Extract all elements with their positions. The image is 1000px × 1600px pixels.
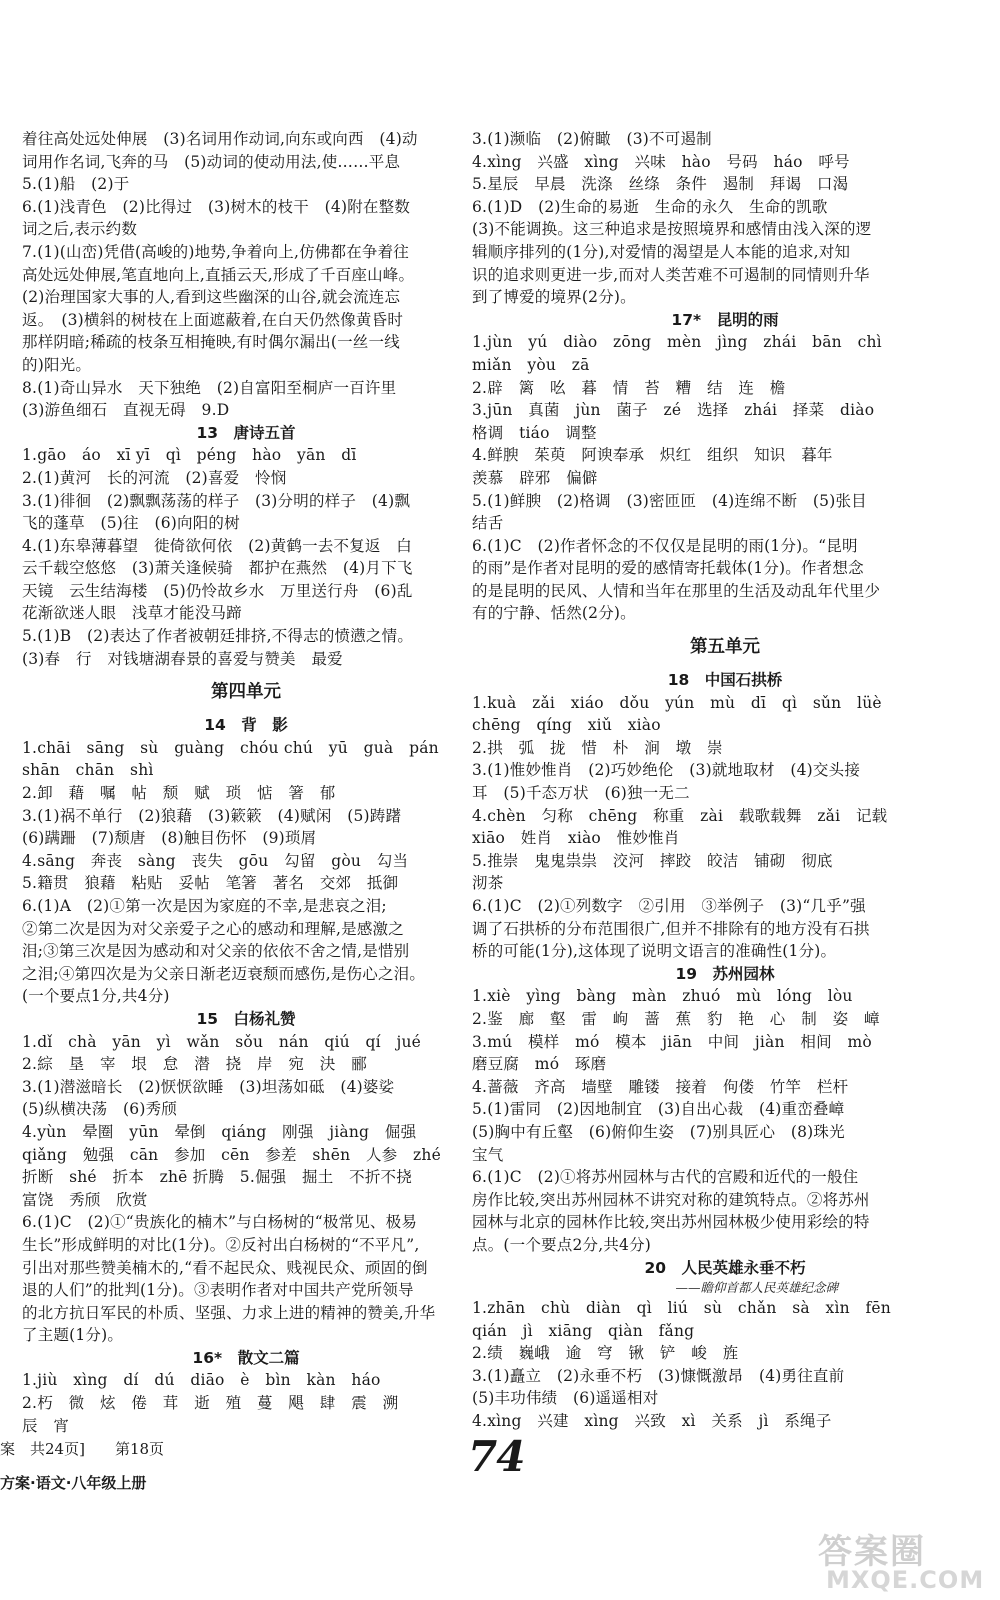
answer-line: 5.(1)鲜腴 (2)格调 (3)密匝匝 (4)连绵不断 (5)张目 (472, 491, 867, 510)
answer-line: 4.蔷薇 齐高 墙壁 雕镂 接着 佝偻 竹竿 栏杆 (472, 1077, 849, 1096)
answer-line: 5.(1)B (2)表达了作者被朝廷排挤,不得志的愤懑之情。 (22, 627, 414, 646)
answer-line: 之泪;④第四次是为父亲日渐老迈衰颓而感伤,是伤心之泪。 (22, 964, 426, 983)
answer-line: 5.推崇 鬼鬼祟祟 洨河 摔跤 皎洁 铺砌 彻底 (472, 851, 833, 870)
answer-line: 3.(1)祸不单行 (2)狼藉 (3)簌簌 (4)赋闲 (5)踌躇 (22, 806, 402, 825)
answer-line: chēng qíng xiǔ xiào (472, 716, 661, 735)
answer-line: 飞的蓬草 (5)往 (6)向阳的树 (22, 514, 240, 533)
answer-line: 4.sāng 奔丧 sàng 丧失 gōu 勾留 gòu 勾当 (22, 851, 409, 870)
answer-line: 到了博爱的境界(2分)。 (472, 288, 636, 307)
answer-line: 辑顺序排列的(1分),对爱情的渴望是人本能的追求,对知 (472, 242, 851, 261)
answer-line: (5)胸中有丘壑 (6)俯仰生姿 (7)别具匠心 (8)珠光 (472, 1122, 845, 1141)
answer-line: 2.(1)黄河 长的河流 (2)喜爱 怜悯 (22, 468, 287, 487)
answer-line: 的)阳光。 (22, 355, 92, 374)
answer-line: 高处远处伸展,笔直地向上,直插云天,形成了千百座山峰。 (22, 265, 415, 284)
answer-line: 富饶 秀颀 欣赏 (22, 1190, 148, 1209)
answer-line: 1.dǐ chà yān yì wǎn sǒu nán qiú qí jué (22, 1032, 422, 1051)
lesson-title: 15 白杨礼赞 (196, 1009, 296, 1028)
answer-line: (2)治理国家大事的人,看到这些幽深的山谷,就会流连忘 (22, 288, 401, 307)
answer-line: ②第二次是因为对父亲爱子之心的感动和理解,是感激之 (22, 919, 404, 938)
answer-line: 3.mú 模样 mó 模本 jiān 中间 jiàn 相间 mò (472, 1032, 872, 1051)
answer-line: (6)蹒跚 (7)颓唐 (8)触目伤怀 (9)琐屑 (22, 829, 317, 848)
lesson-title: 14 背 影 (204, 716, 288, 735)
answer-line: 3.jūn 真菌 jùn 菌子 zé 选择 zhái 择菜 diào (472, 401, 875, 420)
answer-line: 5.(1)船 (2)于 (22, 175, 130, 194)
answer-line: 3.(1)惟妙惟肖 (2)巧妙绝伦 (3)就地取材 (4)交头接 (472, 761, 861, 780)
answer-line: (3)春 行 对钱塘湖春景的喜爱与赞美 最爱 (22, 649, 343, 668)
answer-line: 6.(1)C (2)①将苏州园林与古代的宫殿和近代的一般住 (472, 1168, 859, 1187)
answer-line: qiǎng 勉强 cān 参加 cēn 参差 shēn 人参 zhé (22, 1145, 441, 1164)
footer-page-info: 案 共24页] 第18页 (0, 1440, 165, 1458)
answer-line: 8.(1)奇山异水 天下独绝 (2)自富阳至桐庐一百许里 (22, 378, 397, 397)
right-column (472, 128, 978, 1433)
answer-line: 引出对那些赞美楠木的,“看不起民众、贱视民众、顽固的倒 (22, 1258, 428, 1277)
answer-line: 2.拱 弧 拢 惜 朴 涧 墩 崇 (472, 738, 723, 757)
answer-line: 1.gāo áo xī yī qì péng hào yān dī (22, 446, 357, 465)
answer-line: 1.jùn yú diào zōng mèn jìng zhái bān chì (472, 333, 882, 352)
answer-line: 返。 (3)横斜的树枝在上面遮蔽着,在白天仍然像黄昏时 (22, 310, 404, 329)
answer-line: 羡慕 辟邪 偏僻 (472, 468, 598, 487)
answer-line: 5.星辰 早晨 洗涤 丝绦 条件 遏制 拜谒 口渴 (472, 175, 849, 194)
answer-line: 1.xiè yìng bàng màn zhuó mù lóng lòu (472, 987, 853, 1006)
answer-line: 那样阴暗;稀疏的枝条互相掩映,有时偶尔漏出(一丝一线 (22, 333, 400, 352)
answer-line: 3.(1)矗立 (2)永垂不朽 (3)慷慨激昂 (4)勇往直前 (472, 1366, 845, 1385)
answer-line: 1.jiù xìng dí dú diāo è bìn kàn háo (22, 1371, 381, 1390)
answer-line: 着往高处远处伸展 (3)名词用作动词,向东或向西 (4)动 (22, 130, 418, 148)
answer-line: 辰 宵 (22, 1416, 70, 1435)
answer-line: 4.yùn 晕圈 yūn 晕倒 qiáng 刚强 jiàng 倔强 (22, 1122, 417, 1141)
answer-line: 5.(1)雷同 (2)因地制宜 (3)自出心裁 (4)重峦叠嶂 (472, 1100, 845, 1119)
answer-line: 2.綜 垦 宰 垠 怠 潜 挠 岸 宛 決 郦 (22, 1055, 367, 1074)
answer-line: 点。(一个要点2分,共4分) (472, 1235, 652, 1254)
answer-line: 宝气 (472, 1145, 504, 1164)
watermark-logo-text: 答案圈 (818, 1532, 926, 1572)
lesson-title: 19 苏州园林 (675, 964, 775, 983)
answer-line: 3.(1)徘徊 (2)飘飘荡荡的样子 (3)分明的样子 (4)飘 (22, 491, 411, 510)
answer-line: 4.鲜腴 茱萸 阿谀奉承 炽红 组织 知识 暮年 (472, 446, 833, 465)
answer-line: 5.籍贯 狼藉 粘贴 妥帖 笔箸 著名 交郊 抵御 (22, 874, 399, 893)
answer-line: 泪;③第三次是因为感动和对父亲的依依不舍之情,是惜别 (22, 942, 410, 961)
lesson-title: 17* 昆明的雨 (671, 310, 779, 329)
answer-line: 房作比较,突出苏州园林不讲究对称的建筑特点。②将苏州 (472, 1190, 870, 1209)
answer-line: 格调 tiáo 调整 (472, 423, 597, 442)
watermark-url: MXQE.COM (826, 1566, 985, 1594)
answer-line: 2.绩 巍峨 逾 穹 锹 铲 峻 旌 (472, 1344, 739, 1363)
answer-line: 2.鉴 廊 壑 雷 岣 蔷 蕉 豹 艳 心 制 姿 嶂 (472, 1009, 880, 1028)
answer-line: (3)不能调换。这三种追求是按照境界和感情由浅入深的逻 (472, 220, 872, 239)
answer-line: 1.chāi sāng sù guàng chóu chú yū guà pán (22, 738, 439, 757)
answer-line: 天镜 云生结海楼 (5)仍怜故乡水 万里送行舟 (6)乱 (22, 581, 413, 600)
answer-line: 1.zhān chù diàn qì liú sù chǎn sà xìn fēn (472, 1299, 891, 1318)
answer-line: 4.(1)东皋薄暮望 徙倚欲何依 (2)黄鹤一去不复返 白 (22, 536, 413, 555)
answer-line: 2.辟 篱 吆 暮 情 苔 糟 结 连 檐 (472, 378, 786, 397)
page-number: 74 (468, 1432, 525, 1481)
answer-line: 磨豆腐 mó 琢磨 (472, 1055, 607, 1074)
unit-heading: 第四单元 (211, 682, 281, 703)
answer-line: 4.chèn 匀称 chēng 称重 zài 载歌载舞 zǎi 记载 (472, 806, 888, 825)
answer-line: miǎn yòu zā (472, 355, 590, 374)
answer-line: 1.kuà zǎi xiáo dǒu yún mù dī qì sǔn lüè (472, 693, 882, 712)
answer-line: 花渐欲迷人眼 浅草才能没马蹄 (22, 604, 242, 623)
answer-line: qián jì xiāng qiàn fǎng (472, 1321, 695, 1340)
answer-line: 2.卸 藉 嘱 帖 颓 赋 琐 惦 箸 郁 (22, 784, 336, 803)
answer-line: 了主题(1分)。 (22, 1326, 124, 1345)
answer-line: 结舌 (472, 514, 504, 533)
answer-line: 2.朽 微 炫 倦 茸 逝 殖 蔓 飓 肆 震 溯 (22, 1394, 399, 1413)
answer-line: 退的人们”的批判(1分)。③表明作者对中国共产党所领导 (22, 1281, 414, 1300)
answer-line: 的雨”是作者对昆明的爱的感情寄托载体(1分)。作者想念 (472, 559, 864, 578)
lesson-subtitle: ——瞻仰首都人民英雄纪念碑 (675, 1280, 838, 1296)
answer-line: 云千载空悠悠 (3)萧关逢候骑 都护在燕然 (4)月下飞 (22, 559, 413, 578)
answer-line: 词用作名词,飞奔的马 (5)动词的使动用法,使……平息 (22, 152, 401, 171)
answer-line: 6.(1)浅青色 (2)比得过 (3)树木的枝干 (4)附在整数 (22, 197, 411, 216)
answer-line: 园林与北京的园林作比较,突出苏州园林极少使用彩绘的特 (472, 1213, 870, 1232)
answer-line: (5)纵横决荡 (6)秀颀 (22, 1100, 178, 1119)
lesson-title: 16* 散文二篇 (192, 1348, 300, 1367)
answer-line: 识的追求则更进一步,而对人类苦难不可遏制的同情则升华 (472, 265, 870, 284)
answer-line: shān chān shì (22, 761, 154, 780)
answer-line: 6.(1)C (2)作者怀念的不仅仅是昆明的雨(1分)。“昆明 (472, 536, 858, 555)
answer-line: 的北方抗日军民的朴质、坚强、力求上进的精神的赞美,升华 (22, 1303, 436, 1322)
answer-line: 耳 (5)千态万状 (6)独一无二 (472, 784, 690, 803)
answer-line: (5)丰功伟绩 (6)遥遥相对 (472, 1389, 659, 1408)
answer-line: (一个要点1分,共4分) (22, 987, 170, 1006)
lesson-title: 13 唐诗五首 (196, 423, 296, 442)
answer-line: (3)游鱼细石 直视无碍 9.D (22, 401, 230, 420)
answer-line: 调了石拱桥的分布范围很广,但并不排除有的地方没有石拱 (472, 919, 870, 938)
answer-line: 6.(1)D (2)生命的易逝 生命的永久 生命的凯歌 (472, 197, 828, 216)
lesson-title: 20 人民英雄永垂不朽 (644, 1258, 806, 1277)
answer-line: 7.(1)(山峦)凭借(高峻的)地势,争着向上,仿佛都在争着往 (22, 242, 409, 261)
answer-line: 3.(1)潜滋暗长 (2)恹恹欲睡 (3)坦荡如砥 (4)婆娑 (22, 1077, 395, 1096)
unit-heading: 第五单元 (690, 637, 760, 658)
answer-line: 6.(1)C (2)①列数字 ②引用 ③举例子 (3)“几乎”强 (472, 897, 866, 915)
answer-line: 词之后,表示约数 (22, 220, 138, 239)
left-column (22, 128, 470, 1437)
answer-line: 桥的可能(1分),这体现了说明文语言的准确性(1分)。 (472, 942, 837, 961)
answer-line: 6.(1)A (2)①第一次是因为家庭的不幸,是悲哀之泪; (22, 897, 387, 915)
footer-book-title: 方案·语文·八年级上册 (0, 1474, 147, 1492)
answer-line: xiāo 姓肖 xiào 惟妙惟肖 (472, 829, 680, 848)
watermark-logo (808, 1520, 998, 1600)
answer-line: 3.(1)濒临 (2)俯瞰 (3)不可遏制 (472, 130, 712, 148)
answer-line: 生长”形成鲜明的对比(1分)。②反衬出白杨树的“不平凡”, (22, 1235, 420, 1254)
answer-line: 有的宁静、恬然(2分)。 (472, 604, 636, 623)
answer-line: 折断 shé 折本 zhē 折腾 5.倔强 掘土 不折不挠 (22, 1168, 412, 1187)
answer-line: 的是昆明的民风、人情和当年在那里的生活及动乱年代里少 (472, 581, 881, 600)
answer-line: 4.xìng 兴盛 xìng 兴味 hào 号码 háo 呼号 (472, 152, 850, 171)
answer-line: 沏茶 (472, 874, 504, 893)
answer-line: 4.xìng 兴建 xìng 兴致 xì 关系 jì 系绳子 (472, 1412, 832, 1431)
lesson-title: 18 中国石拱桥 (667, 671, 783, 690)
answer-line: 6.(1)C (2)①“贵族化的楠木”与白杨树的“极常见、极易 (22, 1213, 418, 1232)
